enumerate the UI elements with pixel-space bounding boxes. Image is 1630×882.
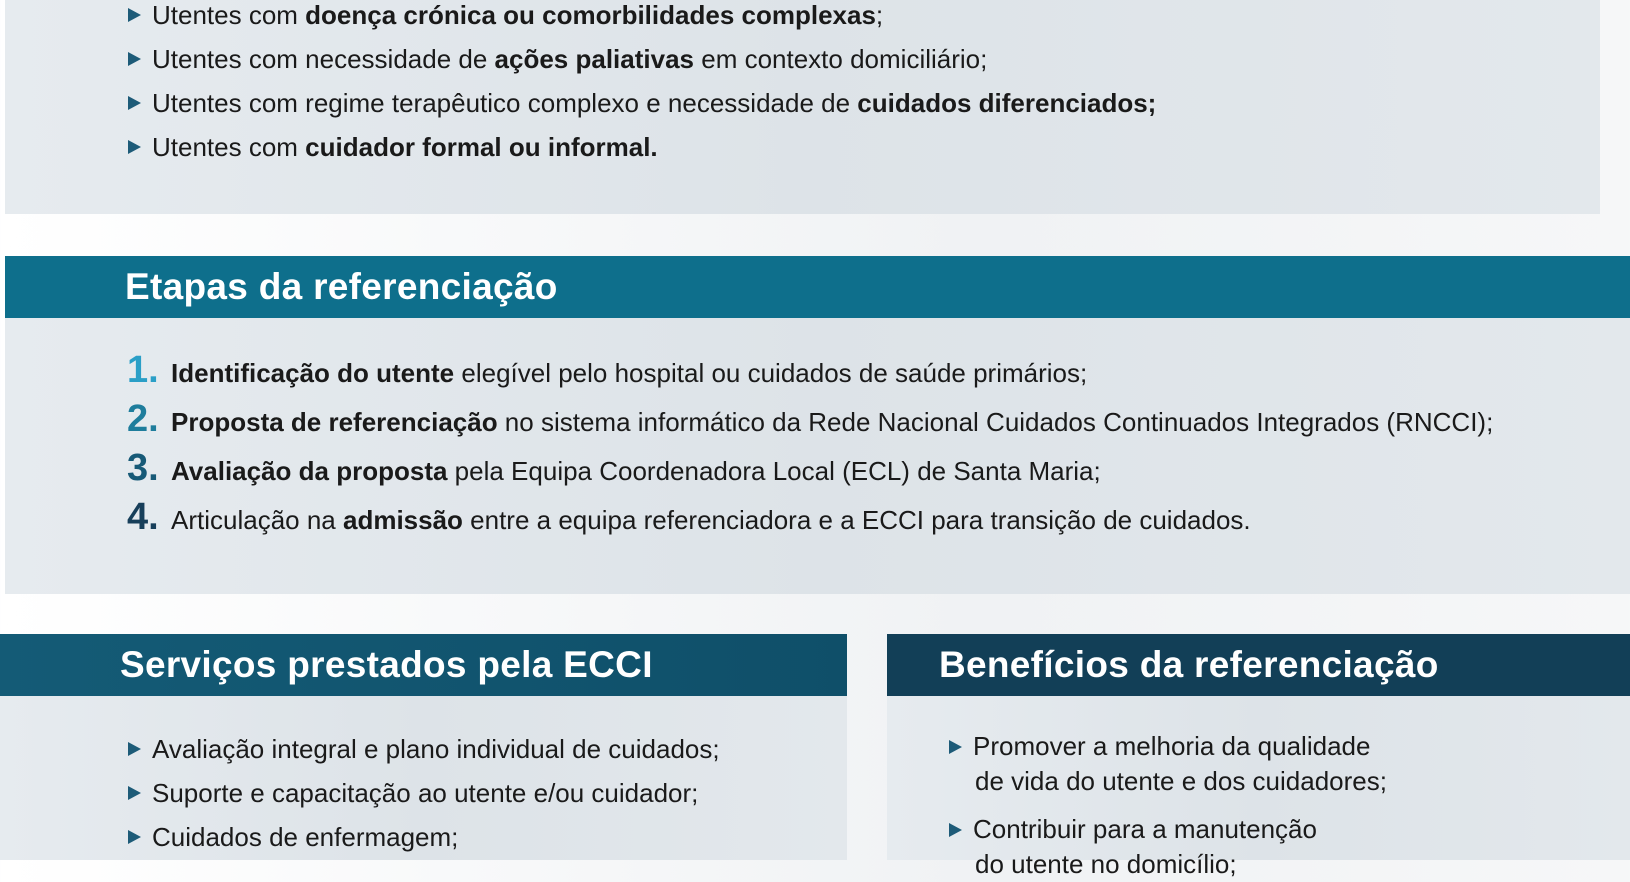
triangle-bullet-icon [949, 823, 962, 837]
list-item: Utentes com doença crónica ou comorbilidades complexas; [128, 0, 1156, 30]
list-item: Avaliação integral e plano individual de cuidados; [128, 734, 720, 764]
list-item: Utentes com necessidade de ações paliativas em contexto domiciliário; [128, 44, 1156, 74]
triangle-bullet-icon [128, 96, 141, 110]
list-item: Promover a melhoria da qualidade de vida do utente e dos cuidadores; [949, 732, 1387, 799]
triangle-bullet-icon [128, 742, 141, 756]
triangle-bullet-icon [128, 140, 141, 154]
step-item: 4. Articulação na admissão entre a equipa referenciadora e a ECCI para transição de cuidados. [127, 496, 1251, 538]
services-section-title: Serviços prestados pela ECCI [0, 634, 847, 696]
step-item: 3. Avaliação da proposta pela Equipa Coordenadora Local (ECL) de Santa Maria; [127, 447, 1101, 489]
triangle-bullet-icon [128, 786, 141, 800]
triangle-bullet-icon [128, 830, 141, 844]
triangle-bullet-icon [128, 52, 141, 66]
target-patients-list [128, 0, 1156, 162]
services-list [128, 734, 720, 852]
step-number: 2. [127, 398, 159, 440]
benefits-panel [887, 696, 1630, 879]
list-item: Utentes com regime terapêutico complexo e necessidade de cuidados diferenciados; [128, 88, 1156, 118]
list-item: Suporte e capacitação ao utente e/ou cuidador; [128, 778, 720, 808]
steps-list [127, 349, 1494, 538]
steps-section-title: Etapas da referenciação [5, 256, 1630, 318]
list-item: Utentes com cuidador formal ou informal. [128, 132, 1156, 162]
step-number: 1. [127, 349, 159, 391]
step-number: 3. [127, 447, 159, 489]
steps-panel [5, 318, 1630, 594]
step-number: 4. [127, 496, 159, 538]
services-panel [0, 696, 847, 860]
benefits-section-title: Benefícios da referenciação [887, 634, 1630, 696]
list-item: Contribuir para a manutenção do utente no domicílio; [949, 815, 1387, 882]
triangle-bullet-icon [949, 740, 962, 754]
list-item: Cuidados de enfermagem; [128, 822, 720, 852]
target-patients-panel [5, 0, 1600, 214]
triangle-bullet-icon [128, 8, 141, 22]
step-item: 1. Identificação do utente elegível pelo hospital ou cuidados de saúde primários; [127, 349, 1088, 391]
step-item: 2. Proposta de referenciação no sistema informático da Rede Nacional Cuidados Continuados Integrados (RNCCI); [127, 398, 1494, 440]
